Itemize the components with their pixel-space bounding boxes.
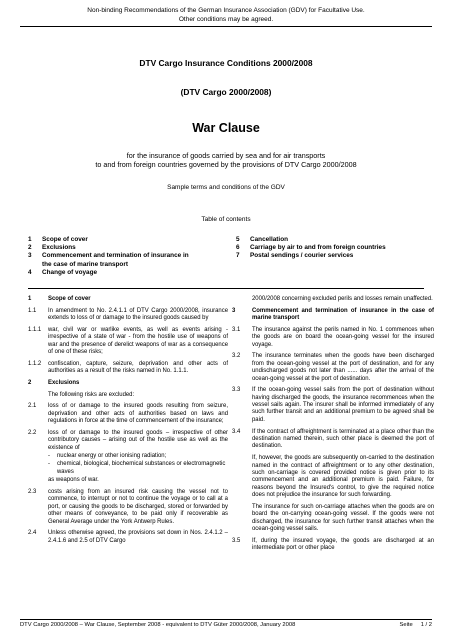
toc-item[interactable]: [236, 244, 436, 252]
document-short-title: (DTV Cargo 2000/2008): [180, 87, 272, 97]
toc-item[interactable]: [28, 236, 218, 244]
section-number: 1: [28, 296, 32, 302]
clause-number: 3.5: [232, 537, 241, 544]
clause-text: war, civil war or warlike events, as well as events arising - irrespective of a state of war - from the hostile use of weapons of war and the presence of derelict weapons of war as a consequence of one of these risks;: [48, 326, 228, 356]
toc-item[interactable]: [236, 252, 436, 260]
toc-item-number: 6: [236, 244, 240, 252]
header-line-2: Other conditions may be agreed.: [178, 16, 274, 23]
clause-paragraph: [28, 361, 228, 376]
footer-divider: [20, 619, 432, 620]
clause-paragraph: [232, 387, 434, 424]
page-header: [20, 6, 432, 24]
clause-text: Unless otherwise agreed, the provisions set down in Nos. 2.4.1.2 – 2.4.1.6 and 2.5 of DTV Cargo: [48, 530, 228, 544]
document-title: DTV Cargo Insurance Conditions 2000/2008: [139, 58, 313, 68]
page-number: 1 / 2: [420, 622, 432, 628]
clause-text: costs arising from an insured risk causing the vessel not to commence, to interrupt or not to continue the voyage or to call at a port, or causing the goods to be discharged, stored or forwarded by other means of conveyance, to be paid only if recoverable as General Average under the York Antwerp Rules.: [48, 488, 228, 525]
clause-text: If, during the insured voyage, the goods are discharged at an intermediate port or other place: [252, 537, 434, 552]
clause-continuation: as weapons of war.: [48, 477, 99, 484]
clause-paragraph: [28, 308, 228, 323]
clause-number: 2.2: [28, 429, 37, 436]
body-left-column: [28, 296, 228, 549]
section-heading: [232, 308, 434, 323]
toc-item[interactable]: [28, 252, 218, 268]
clause-text: loss of or damage to the insured goods – irrespective of other contributory causes – arising out of the hostile use as well as the existence of: [48, 429, 228, 451]
toc-item-number: 1: [28, 236, 32, 243]
toc-item-number: 3: [28, 252, 32, 260]
toc-left-column: [28, 236, 218, 277]
toc-item-number: 5: [236, 236, 240, 243]
toc-item-label: Cancellation: [250, 236, 288, 243]
clause-text: The insurance terminates when the goods have been discharged from the ocean-going vessel at the port of destination, and for any undischarged goods not later than ...... days after the arrival of the ocean-going vessel at the port of destination.: [252, 353, 434, 382]
clause-text: If the ocean-going vessel sails from the port of destination without having discharged the goods, the insurance recommences when the vessel sails again. The insurer shall be informed immediately of any such further transit and an additional premium to be agreed shall be paid.: [252, 387, 434, 423]
toc-item-label: Postal sendings / courier services: [250, 252, 354, 260]
bullet-dash: -: [48, 452, 50, 459]
clause-paragraph: [232, 327, 434, 349]
section-divider: [28, 288, 424, 289]
clause-number: 2.4: [28, 530, 37, 537]
clause-number: 3.2: [232, 353, 241, 360]
subtitle-line-2: to and from foreign countries governed by the provisions of DTV Cargo 2000/2008: [95, 160, 357, 169]
clause-text: The insurance against the perils named in No. 1 commences when the goods are on board the ocean-going vessel for the insured voyage.: [252, 326, 434, 348]
toc-item-number: 2: [28, 244, 32, 252]
clause-continuation: 2000/2008 concerning excluded perils and losses remain unaffected.: [252, 296, 433, 302]
section-number: 3: [232, 307, 236, 314]
section-intro: The following risks are excluded:: [48, 391, 135, 398]
bullet-item: [28, 453, 228, 460]
toc-item[interactable]: [236, 236, 436, 244]
clause-number: 3.3: [232, 387, 241, 394]
sample-note: Sample terms and conditions of the GDV: [167, 184, 285, 191]
clause-number: 2.3: [28, 488, 37, 495]
clause-paragraph: [28, 327, 228, 357]
clause-text: In amendment to No. 2.4.1.1 of DTV Cargo 2000/2008, insurance extends to loss of or damage to the insured goods caused by: [48, 307, 228, 322]
toc-item-number: 4: [28, 268, 32, 276]
clause-number: 3.4: [232, 428, 241, 435]
toc-item-label: Carriage by air to and from foreign countries: [250, 244, 386, 252]
section-heading: [28, 296, 228, 303]
clause-title: War Clause: [192, 121, 260, 135]
section-title: Scope of cover: [48, 296, 91, 302]
subtitle: [20, 151, 432, 169]
clause-paragraph: [232, 353, 434, 383]
clause-number: 1.1.1: [28, 326, 42, 333]
section-title: Exclusions: [48, 379, 80, 386]
body-right-column: [232, 296, 434, 557]
toc-item-number: 7: [236, 252, 240, 260]
toc-heading: Table of contents: [201, 216, 251, 223]
toc-item-label: Change of voyage: [42, 268, 98, 276]
clause-paragraph: [232, 429, 434, 451]
page-footer: [20, 622, 432, 628]
bullet-item: [28, 461, 228, 476]
subtitle-line-1: for the insurance of goods carried by sea and for air transports: [126, 151, 326, 160]
clause-text: loss of or damage to the insured goods resulting from seizure, deprivation and other acts of authorities based on laws and regulations in force at the time of commencement of the insurance;: [48, 403, 228, 425]
toc-item-label: Commencement and termination of insurance in the case of marine transport: [42, 252, 189, 268]
clause-text: confiscation, capture, seizure, deprivation and other acts of authorities as a result of the risks named in No. 1.1.1.: [48, 360, 228, 375]
bullet-dash: -: [48, 461, 50, 468]
clause-number: 2.1: [28, 403, 37, 410]
clause-paragraph: [28, 430, 228, 452]
clause-paragraph: [28, 530, 228, 545]
toc-item[interactable]: [28, 244, 218, 252]
clause-paragraph: [28, 489, 228, 526]
clause-number: 1.1: [28, 307, 37, 314]
footer-text: DTV Cargo 2000/2008 – War Clause, September 2008 - equivalent to DTV Güter 2000/2008, January 2008: [20, 622, 296, 628]
header-line-1: Non-binding Recommendations of the German Insurance Association (GDV) for Facultative Use.: [87, 7, 365, 14]
clause-continuation: The insurance for such on-carriage attaches when the goods are on board the on-carrying ocean-going vessel. If the goods were not discharged, the insurance for such further transit attaches when the ocean-going vessel sails.: [252, 503, 434, 533]
section-number: 2: [28, 379, 32, 386]
toc-item-label: Exclusions: [42, 244, 76, 252]
clause-number: 3.1: [232, 326, 241, 333]
toc-right-column: [236, 236, 436, 261]
bullet-text: nuclear energy or other ionising radiation;: [57, 452, 167, 459]
toc-item-label: Scope of cover: [42, 236, 88, 243]
page-label: Seite: [399, 622, 413, 628]
toc-item[interactable]: [28, 269, 218, 277]
clause-continuation: If, however, the goods are subsequently on-carried to the destination named in the contract of affreightment or to any other destination, such on-carriage is covered provided notice is given prior to its commencement and an additional premium is paid. Failure, for reasons beyond the Insured's control, to give the required notice does not prejudice the insurance for such forwarding.: [252, 455, 434, 499]
clause-paragraph: [232, 538, 434, 553]
clause-text: If the contract of affreightment is terminated at a place other than the destination named therein, such other place is deemed the port of destination.: [252, 428, 434, 450]
bullet-text: chemical, biological, biochemical substances or electromagnetic waves: [57, 461, 226, 475]
section-heading: [28, 380, 228, 387]
clause-number: 1.1.2: [28, 360, 42, 367]
page-indicator: [392, 622, 433, 628]
clause-paragraph: [28, 403, 228, 425]
header-divider: [20, 26, 432, 27]
section-title: Commencement and termination of insurance in the case of marine transport: [252, 307, 434, 322]
